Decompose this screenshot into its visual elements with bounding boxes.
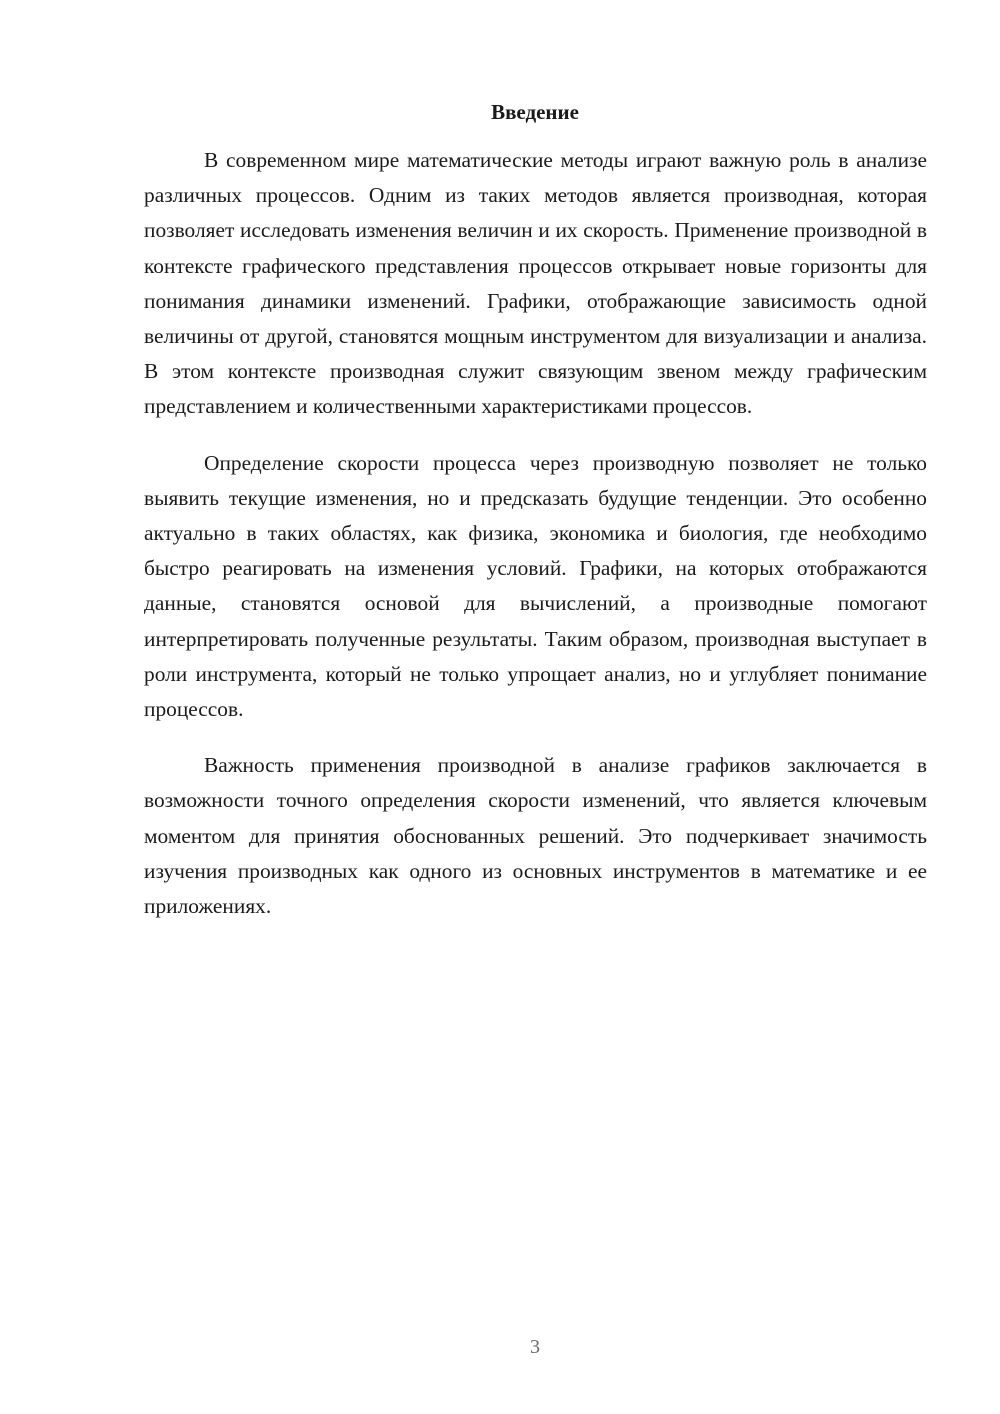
page-number: 3 xyxy=(530,1336,540,1358)
paragraph-2: Определение скорости процесса через производную позволяет не только выявить текущие изменения, но и предсказать будущие тенденции. Это особенно актуально в таких областях, как физика, экономика и биология, где необходимо быстро реагировать на изменения условий. Графики, на которых отображаются данные, становятся основой для вычислений, а производные помогают интерпретировать полученные результаты. Таким образом, производная выступает в роли инструмента, который не только упрощает анализ, но и углубляет понимание процессов. xyxy=(144,450,927,722)
paragraph-1: В современном мире математические методы играют важную роль в анализе различных процессов. Одним из таких методов является производная, которая позволяет исследовать изменения величин и их скорость. Применение производной в контексте графического представления процессов открывает новые горизонты для понимания динамики изменений. Графики, отображающие зависимость одной величины от другой, становятся мощным инструментом для визуализации и анализа. В этом контексте производная служит связующим звеном между графическим представлением и количественными характеристиками процессов. xyxy=(144,148,927,419)
body-text xyxy=(144,143,927,924)
section-title: Введение xyxy=(491,100,579,124)
paragraph-3: Важность применения производной в анализе графиков заключается в возможности точного определения скорости изменений, что является ключевым моментом для принятия обоснованных решений. Это подчеркивает значимость изучения производных как одного из основных инструментов в математике и ее приложениях. xyxy=(144,753,927,919)
